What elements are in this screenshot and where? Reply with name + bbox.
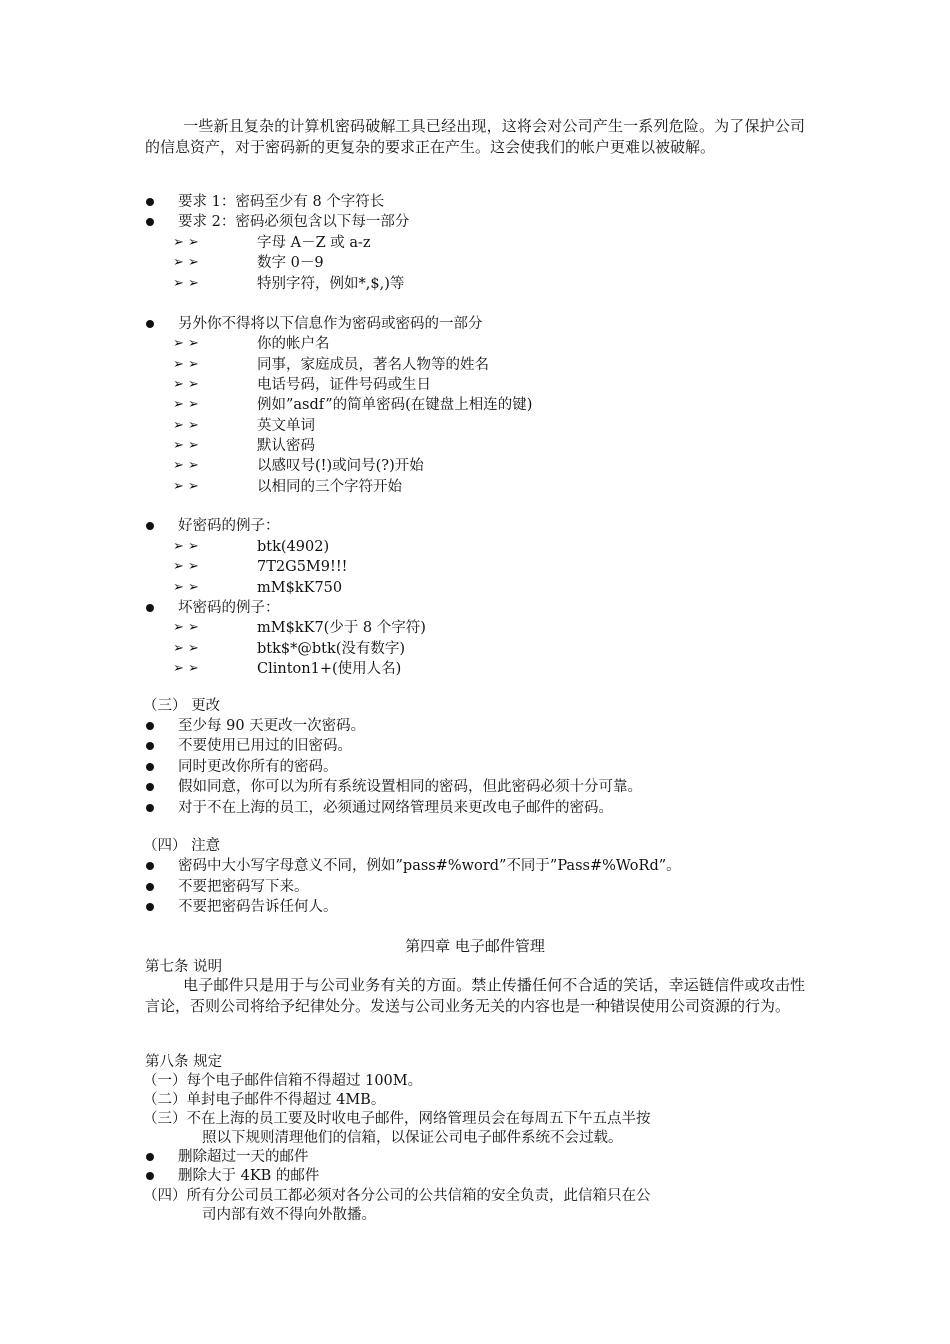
notice-item: 密码中大小写字母意义不同，例如”pass#%word”不同于”Pass#%WoRd”。 [178, 858, 681, 874]
good-examples-heading: 好密码的例子： [178, 518, 280, 534]
bad-examples-heading: 坏密码的例子： [178, 600, 280, 616]
double-arrow-icon: ➢ ➢ [173, 539, 199, 554]
forbidden-item: 电话号码，证件号码或生日 [257, 377, 431, 393]
change-item: 假如同意，你可以为所有系统设置相同的密码，但此密码必须十分可靠。 [178, 779, 642, 795]
intro-paragraph: 一些新且复杂的计算机密码破解工具已经出现，这将会对公司产生一系列危险。为了保护公司的信息资产，对于密码新的更复杂的要求正在产生。这会使我们的帐户更难以被破解。 [145, 117, 805, 156]
bullet-icon [146, 804, 154, 812]
forbidden-item: 同事，家庭成员，著名人物等的姓名 [257, 357, 489, 373]
double-arrow-icon: ➢ ➢ [173, 357, 199, 372]
good-example: 7T2G5M9!!! [257, 559, 348, 575]
notice-heading: （四） 注意 [143, 838, 221, 854]
good-example: mM$kK750 [257, 580, 343, 596]
delete-rule: 删除超过一天的邮件 [178, 1149, 309, 1165]
change-item: 不要使用已用过的旧密码。 [178, 738, 352, 754]
bullet-icon [146, 783, 154, 791]
forbidden-item: 英文单词 [257, 418, 315, 434]
bullet-icon [146, 742, 154, 750]
double-arrow-icon: ➢ ➢ [173, 438, 199, 453]
bad-example: mM$kK7(少于 8 个字符) [257, 620, 426, 636]
bullet-icon [146, 862, 154, 870]
req2-item: 特别字符，例如*,$,)等 [257, 276, 405, 292]
bullet-icon [146, 1172, 154, 1180]
requirement-2: 要求 2：密码必须包含以下每一部分 [178, 214, 410, 230]
forbidden-item: 以相同的三个字符开始 [257, 479, 402, 495]
rule-3-line-1: （三）不在上海的员工要及时收电子邮件，网络管理员会在每周五下午五点半按 [143, 1111, 651, 1127]
good-example: btk(4902) [257, 539, 330, 555]
rule-4-line-2: 司内部有效不得向外散播。 [202, 1207, 376, 1223]
bullet-icon [146, 218, 154, 226]
bullet-icon [146, 604, 154, 612]
double-arrow-icon: ➢ ➢ [173, 397, 199, 412]
delete-rule: 删除大于 4KB 的邮件 [178, 1168, 320, 1184]
req2-item: 字母 A－Z 或 a-z [257, 235, 371, 251]
double-arrow-icon: ➢ ➢ [173, 479, 199, 494]
bullet-icon [146, 198, 154, 206]
double-arrow-icon: ➢ ➢ [173, 620, 199, 635]
double-arrow-icon: ➢ ➢ [173, 377, 199, 392]
double-arrow-icon: ➢ ➢ [173, 641, 199, 656]
bullet-icon [146, 722, 154, 730]
req2-item: 数字 0－9 [257, 255, 324, 271]
bullet-icon [146, 763, 154, 771]
article-7-body: 电子邮件只是用于与公司业务有关的方面。禁止传播任何不合适的笑话，幸运链信件或攻击性言论，否则公司将给予纪律处分。发送与公司业务无关的内容也是一种错误使用公司资源的行为。 [145, 976, 805, 1015]
double-arrow-icon: ➢ ➢ [173, 458, 199, 473]
change-heading: （三） 更改 [143, 698, 221, 714]
change-item: 同时更改你所有的密码。 [178, 759, 338, 775]
bullet-icon [146, 883, 154, 891]
double-arrow-icon: ➢ ➢ [173, 235, 199, 250]
chapter-title: 第四章 电子邮件管理 [405, 937, 545, 955]
notice-item: 不要把密码写下来。 [178, 879, 309, 895]
article-8-heading: 第八条 规定 [145, 1054, 223, 1070]
forbidden-item: 以感叹号(!)或问号(?)开始 [257, 458, 424, 474]
article-7-heading: 第七条 说明 [145, 959, 223, 975]
change-item: 至少每 90 天更改一次密码。 [178, 718, 366, 734]
requirement-1: 要求 1：密码至少有 8 个字符长 [178, 194, 385, 210]
rule-4-line-1: （四）所有分公司员工都必须对各分公司的公共信箱的安全负责，此信箱只在公 [143, 1188, 651, 1204]
change-item: 对于不在上海的员工，必须通过网络管理员来更改电子邮件的密码。 [178, 800, 613, 816]
double-arrow-icon: ➢ ➢ [173, 580, 199, 595]
notice-item: 不要把密码告诉任何人。 [178, 899, 338, 915]
double-arrow-icon: ➢ ➢ [173, 418, 199, 433]
bullet-icon [146, 1153, 154, 1161]
double-arrow-icon: ➢ ➢ [173, 661, 199, 676]
bullet-icon [146, 522, 154, 530]
forbidden-item: 默认密码 [257, 438, 315, 454]
rule-2: （二）单封电子邮件不得超过 4MB。 [143, 1092, 386, 1108]
forbidden-item: 例如”asdf”的简单密码(在键盘上相连的键) [257, 397, 533, 413]
bad-example: btk$*@btk(没有数字) [257, 641, 406, 657]
bad-example: Clinton1+(使用人名) [257, 661, 402, 677]
bullet-icon [146, 320, 154, 328]
rule-1: （一）每个电子邮件信箱不得超过 100M。 [143, 1073, 423, 1089]
rule-3-line-2: 照以下规则清理他们的信箱，以保证公司电子邮件系统不会过载。 [202, 1130, 623, 1146]
bullet-icon [146, 903, 154, 911]
double-arrow-icon: ➢ ➢ [173, 336, 199, 351]
double-arrow-icon: ➢ ➢ [173, 559, 199, 574]
double-arrow-icon: ➢ ➢ [173, 255, 199, 270]
double-arrow-icon: ➢ ➢ [173, 276, 199, 291]
forbidden-item: 你的帐户名 [257, 336, 330, 352]
forbidden-heading: 另外你不得将以下信息作为密码或密码的一部分 [178, 316, 483, 332]
